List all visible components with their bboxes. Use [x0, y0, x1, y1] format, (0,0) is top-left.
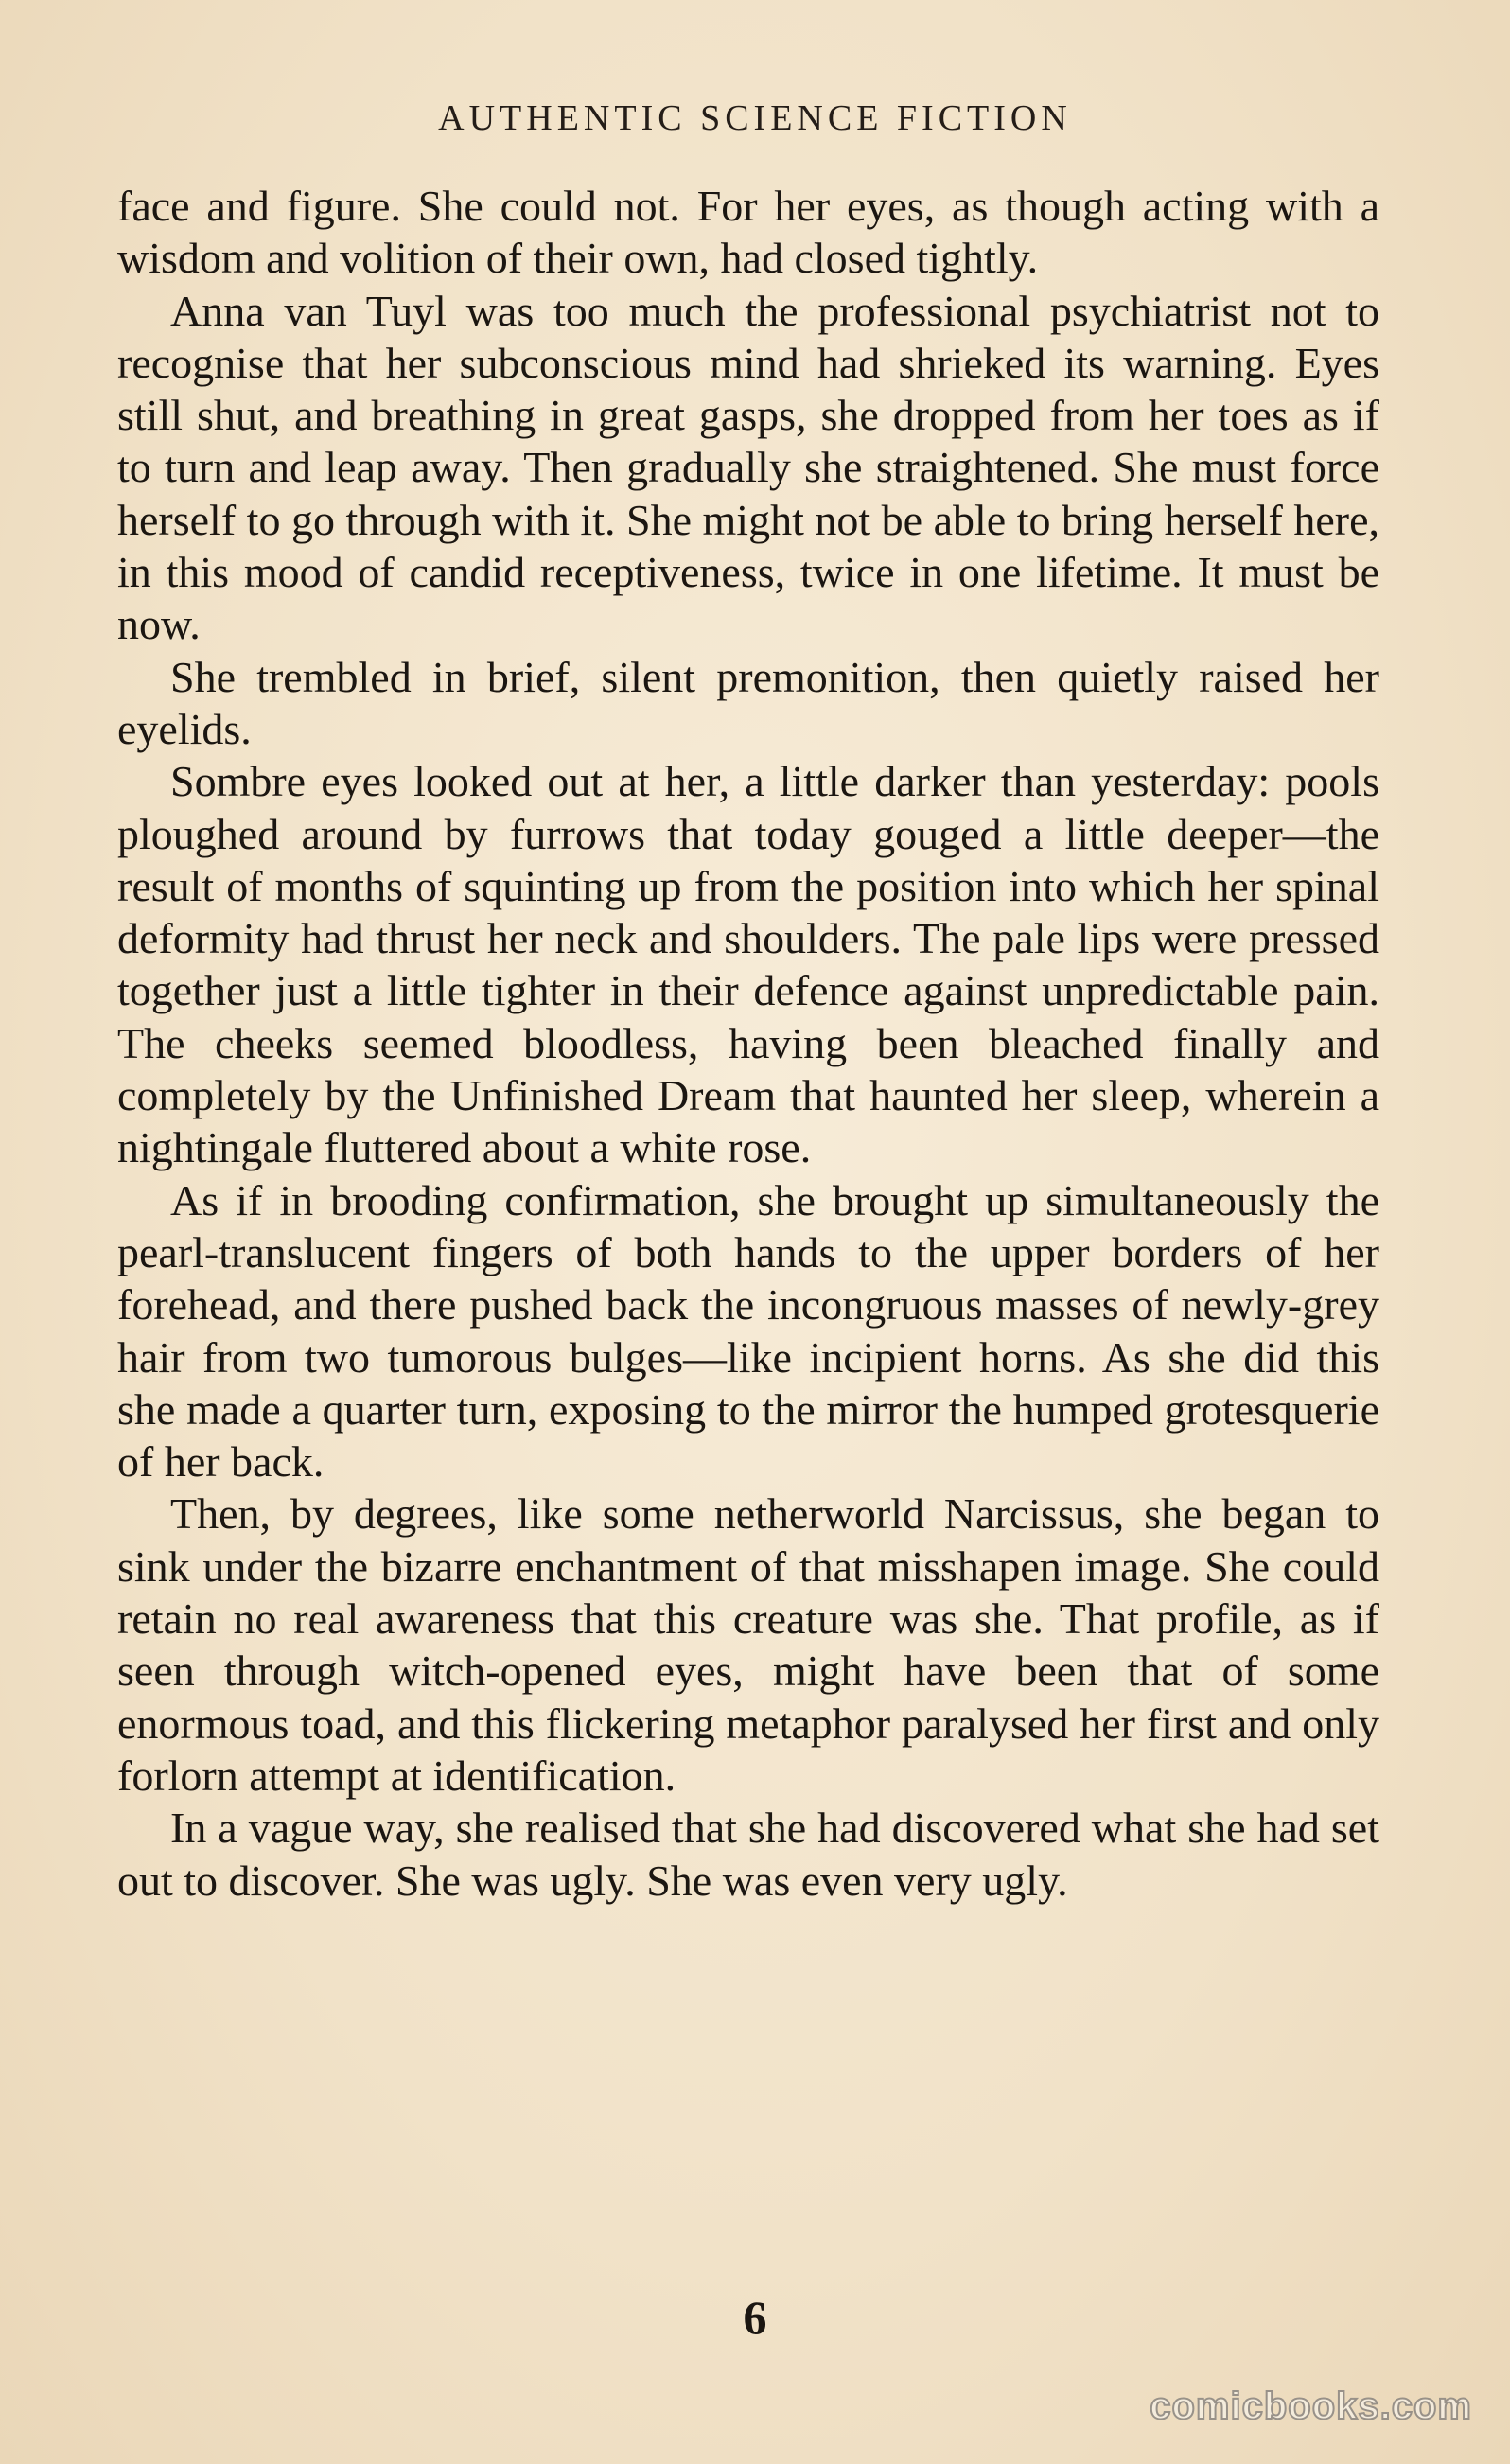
paragraph: face and figure. She could not. For her eyes, as though acting with a wisdom and volition of their own, had closed tightly. [117, 182, 1379, 283]
watermark: comicbooks.com [1150, 2385, 1472, 2427]
paragraph: In a vague way, she realised that she had discovered what she had set out to discover. She was ugly. She was even very ugly. [117, 1804, 1379, 1905]
body-text [117, 180, 1379, 1907]
paragraph: She trembled in brief, silent premonition, then quietly raised her eyelids. [117, 652, 1379, 753]
page-number: 6 [743, 2291, 767, 2344]
paragraph: Sombre eyes looked out at her, a little darker than yesterday: pools ploughed around by furrows that today gouged a little deeper—the result of months of squinting up from the position into which her spinal deformity had thrust her neck and shoulders. The pale lips were pressed together just a little tighter in their defence against unpredictable pain. The cheeks seemed bloodless, having been bleached finally and completely by the Unfinished Dream that haunted her sleep, wherein a nightingale fluttered about a white rose. [117, 757, 1379, 1172]
paragraph: As if in brooding confirmation, she brought up simultaneously the pearl-translucent fingers of both hands to the upper borders of her forehead, and there pushed back the incongruous masses of newly-grey hair from two tumorous bulges—like incipient horns. As she did this she made a quarter turn, exposing to the mirror the humped grotesquerie of her back. [117, 1175, 1379, 1487]
running-head: AUTHENTIC SCIENCE FICTION [438, 98, 1072, 138]
paragraph: Then, by degrees, like some netherworld Narcissus, she began to sink under the bizarre enchantment of that misshapen image. She could retain no real awareness that this creature was she. That profile, as if seen through witch-opened eyes, might have been that of some enormous toad, and this flickering metaphor paralysed her first and only forlorn attempt at identification. [117, 1489, 1379, 1800]
paragraph: Anna van Tuyl was too much the professional psychiatrist not to recognise that her subconscious mind had shrieked its warning. Eyes still shut, and breathing in great gasps, she dropped from her toes as if to turn and leap away. Then gradually she straightened. She must force herself to go through with it. She might not be able to bring herself here, in this mood of candid receptiveness, twice in one lifetime. It must be now. [117, 286, 1379, 649]
